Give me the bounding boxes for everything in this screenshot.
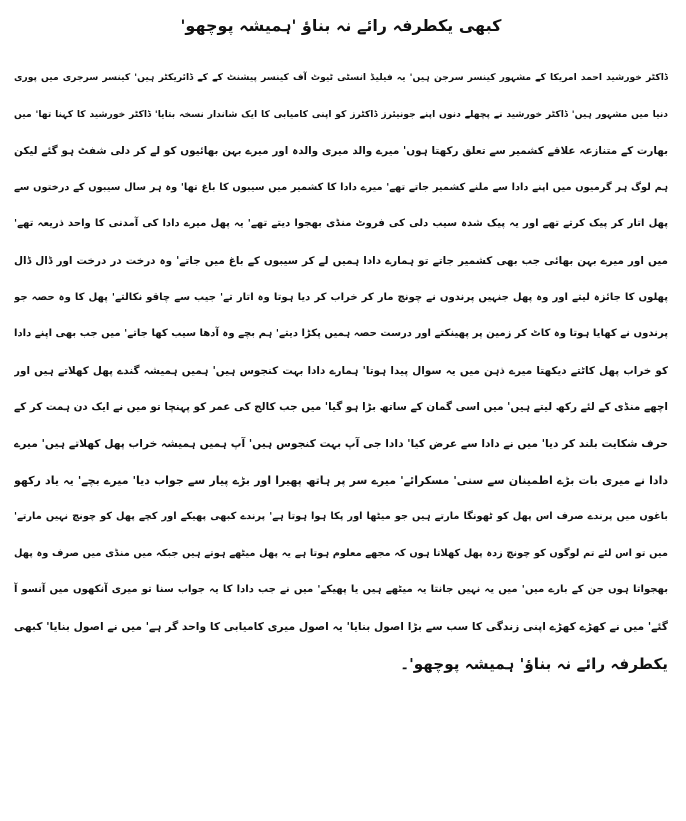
article-line: یکطرفہ رائے نہ بناؤ' ہمیشہ پوچھو'۔: [400, 654, 668, 673]
article-line: دنیا میں مشہور ہیں' ڈاکٹر خورشید نے پچھلے دنوں اپنے جونیئرز ڈاکٹرز کو اپنی کامیابی کا ایک شاندار نسخہ بتایا' ڈاکٹر خورشید کا کہنا تھا' میں: [14, 108, 668, 120]
article-line: کو خراب پھل کاٹتے دیکھتا میرے ذہن میں یہ سوال پیدا ہوتا' ہمارے دادا بہت کنجوس ہیں' ہمیں ہمیشہ گندے پھل کھلاتے ہیں اور: [14, 364, 668, 377]
article-line: ڈاکٹر خورشید احمد امریکا کے مشہور کینسر سرجن ہیں' یہ فیلیڈ انسٹی ٹیوٹ آف کینسر پیشنٹ کے کے ڈائریکٹر ہیں' کینسر سرجری میں پوری: [14, 72, 668, 83]
article-line: اچھے منڈی کے لئے رکھ لیتے ہیں' میں اسی گمان کے ساتھ بڑا ہو گیا' میں جب کالج کی عمر کو پہنچا تو میں نے ایک دن ہمت کر کے: [14, 401, 668, 414]
article-line: حرف شکایت بلند کر دیا' میں نے دادا سے عرض کیا' دادا جی آپ بہت کنجوس ہیں' آپ ہمیں ہمیشہ خراب پھل کھلاتے ہیں' میرے: [14, 436, 668, 450]
article-line: میں اور میرے بہن بھائی جب بھی کشمیر جاتے تو ہمارے دادا ہمیں لے کر سیبوں کے باغ میں جاتے' وہ درخت در درخت اور ڈال ڈال: [14, 254, 668, 267]
article-line: پھلوں کا جائزہ لیتے اور وہ پھل جنہیں پرندوں نے چونچ مار کر خراب کر دیا ہوتا وہ اتار تے' جیب سے چاقو نکالتے' پھل کا وہ حصہ جو: [14, 291, 668, 303]
article-line: بھارت کے متنازعہ علاقے کشمیر سے تعلق رکھتا ہوں' میرے والد میری والدہ اور میرے بہن بھائیوں کو لے کر دلی شفٹ ہو گئے لیکن: [14, 145, 668, 158]
article-line: ہم لوگ ہر گرمیوں میں اپنے دادا سے ملنے کشمیر جاتے تھے' میرے دادا کا کشمیر میں سیبوں کا باغ تھا' وہ ہر سال سیبوں کے درختوں سے: [14, 181, 668, 193]
article-line: بھجواتا ہوں جن کے بارے میں' میں یہ نہیں جانتا یہ میٹھے ہیں یا پھیکے' میں نے جب دادا کا یہ جواب سنا تو میری آنکھوں میں آنسو آ: [14, 584, 668, 596]
article-body: [14, 60, 668, 682]
article-line: گئے' میں نے کھڑے کھڑے اپنی زندگی کا سب سے بڑا اصول بنایا' یہ اصول میری کامیابی کا واحد گر ہے' میں نے اصول بنایا' کبھی: [14, 619, 668, 633]
article-title: کبھی یکطرفہ رائے نہ بناؤ 'ہمیشہ پوچھو': [180, 16, 502, 35]
article-line: باغوں میں پرندے صرف اس پھل کو ٹھونگا مارتے ہیں جو میٹھا اور پکا ہوا ہوتا ہے' پرندے کبھی پھیکے اور کچے پھل کو چونچ نہیں مارتے': [14, 511, 668, 523]
article-line: پھل اتار کر پیک کرتے تھے اور یہ پیک شدہ سیب دلی کی فروٹ منڈی بھجوا دیتے تھے' یہ پھل میرے دادا کی آمدنی کا واحد ذریعہ تھے': [14, 218, 668, 230]
article-line: میں تو اس لئے تم لوگوں کو چونچ زدہ پھل کھلاتا ہوں کہ مجھے معلوم ہوتا ہے یہ پھل میٹھے ہوتے ہیں جبکہ میں منڈی میں صرف وہ پھل: [14, 547, 668, 559]
article-line: دادا نے میری بات بڑے اطمینان سے سنی' مسکرائے' میرے سر پر ہاتھ پھیرا اور بڑے پیار سے جواب دیا' میرے بچے' یہ یاد رکھو: [14, 473, 668, 487]
article-line: پرندوں نے کھایا ہوتا وہ کاٹ کر زمین پر پھینکتے اور درست حصہ ہمیں پکڑا دیتے' ہم بچے وہ آدھا سیب کھا جاتے' میں جب بھی اپنے دادا: [14, 328, 668, 340]
